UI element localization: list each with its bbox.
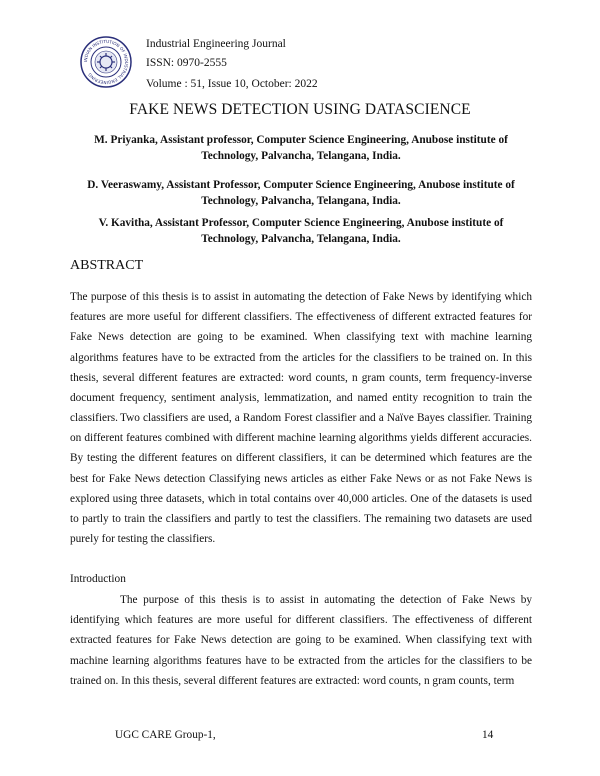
journal-seal-icon (80, 36, 132, 88)
paper-title: FAKE NEWS DETECTION USING DATASCIENCE (129, 101, 471, 118)
journal-issn: ISSN: 0970-2555 (146, 57, 227, 69)
seal-text: INDIAN INSTITUTION OF INDUSTRIAL ENGINEERING (82, 38, 130, 86)
introduction-paragraph-1: The purpose of this thesis is to assist in automating the detection of Fake News by identifying which features are more useful for different classifiers. The effectiveness of different extracted features for Fake News detection are going to be examined. When classifying text with machine learning algorithms features have to be extracted from the articles for the classifiers to be trained on. In this thesis, several different features are extracted: word counts, n gram counts, term (70, 594, 532, 687)
page-number: 14 (482, 729, 494, 741)
abstract-paragraph-1: The purpose of this thesis is to assist in automating the detection of Fake News by identifying which features are more useful for different classifiers. The effectiveness of different extracted features for Fake News detection are going to be examined. When classifying text with machine learning algorithms features have to be extracted from the articles for the classifiers to be trained on. In this thesis, several different features are extracted: word counts, n gram counts, term frequency-inverse document frequency, sentiment analysis, lemmatization, and named entity recognition to train the classifiers. (70, 291, 532, 425)
introduction-heading: Introduction (70, 573, 126, 585)
author-2: D. Veeraswamy, Assistant Professor, Computer Science Engineering, Anubose institute of Technology, Palvancha, Telangana, India. (87, 179, 515, 207)
footer-group: UGC CARE Group-1, (115, 729, 216, 741)
journal-name: Industrial Engineering Journal (146, 38, 286, 50)
author-3: V. Kavitha, Assistant Professor, Computer Science Engineering, Anubose institute of Technology, Palvancha, Telangana, India. (98, 217, 504, 245)
abstract-heading: ABSTRACT (70, 258, 144, 273)
abstract-paragraph-2: Two classifiers are used, a Random Forest classifier and a Naïve Bayes classifier. Training on different features combined with different machine learning algorithms yields different accuracies. By testing the different features on different classifiers, it can be determined which features are the best for Fake News detection Classifying news articles as either Fake News or as not Fake News is explored using three datasets, which in total contains over 40,000 articles. One of the datasets is used to partly to train the classifiers and partly to test the classifiers. The remaining two datasets are used purely for testing the classifiers. (70, 412, 532, 546)
journal-volume: Volume : 51, Issue 10, October: 2022 (146, 78, 318, 90)
author-1: M. Priyanka, Assistant professor, Computer Science Engineering, Anubose institute of Technology, Palvancha, Telangana, India. (94, 134, 508, 162)
